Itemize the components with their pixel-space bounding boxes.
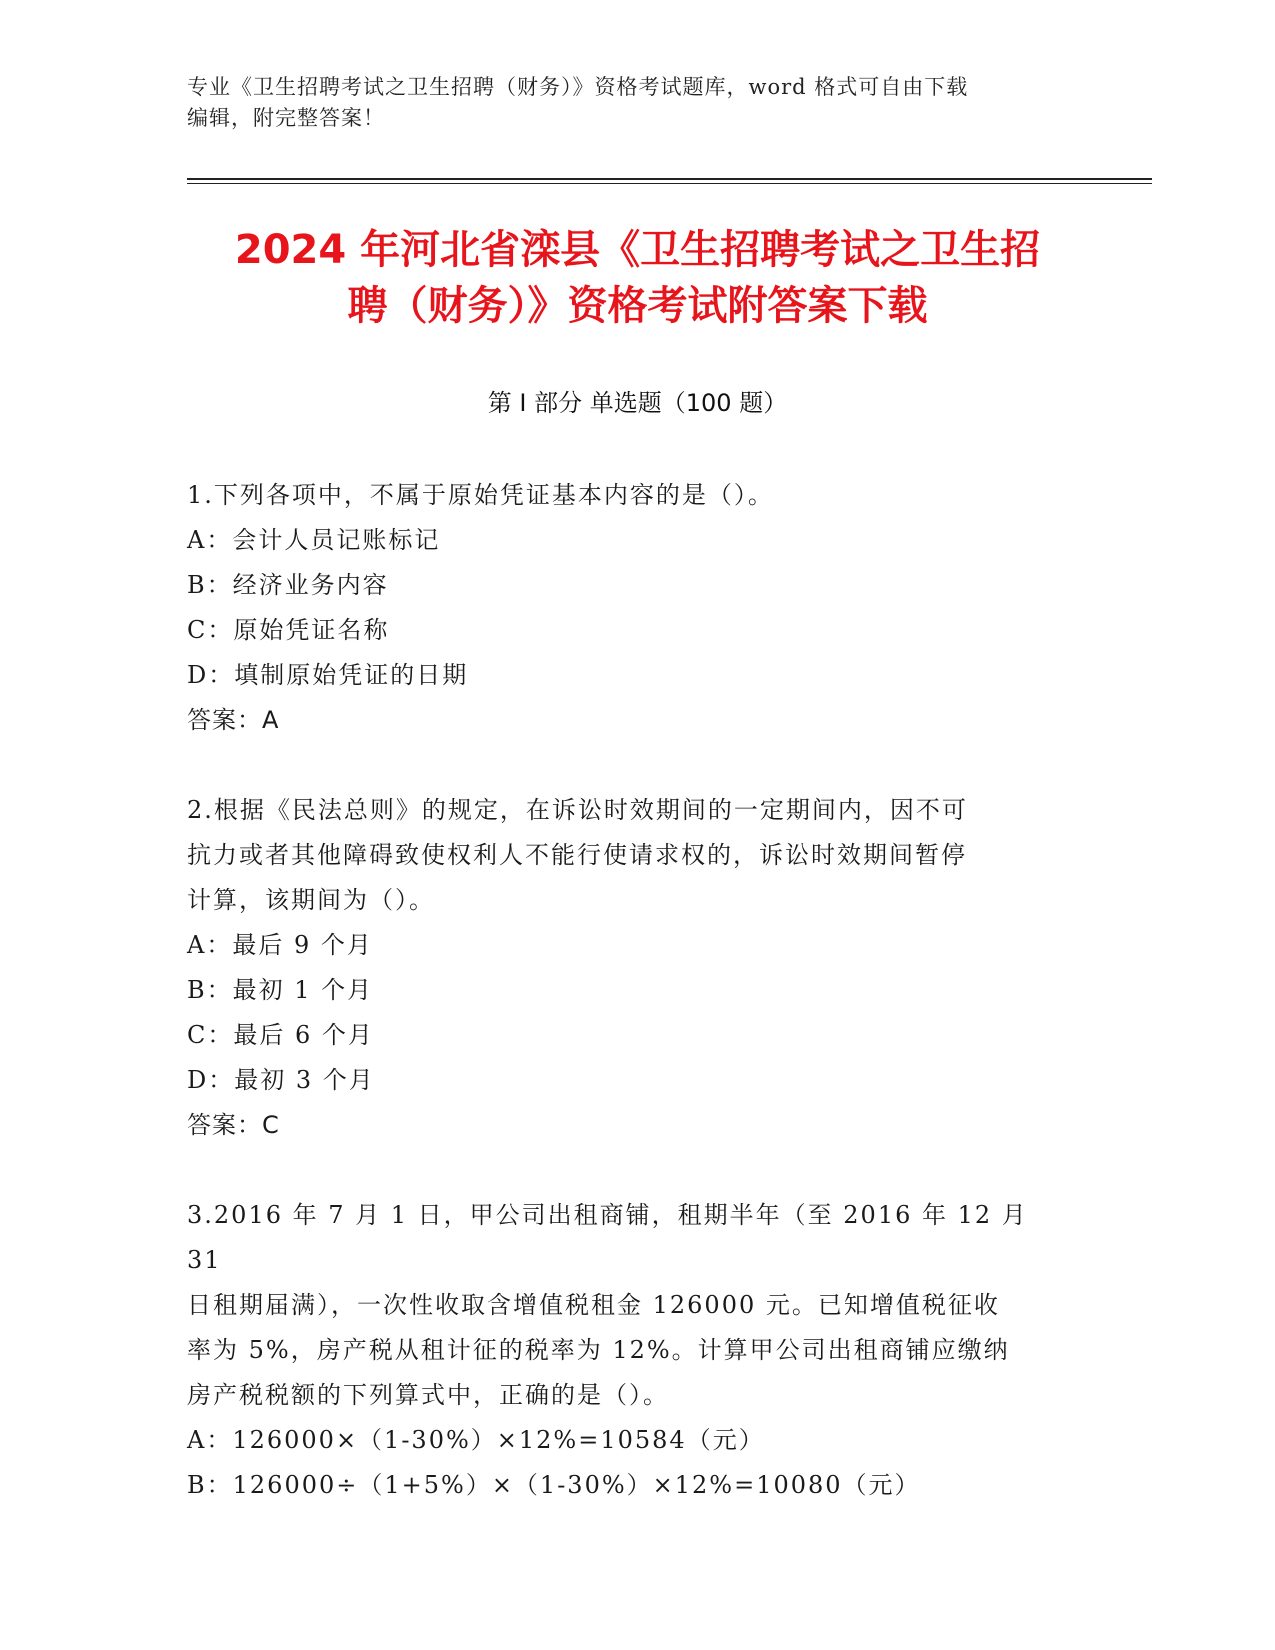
option-b: B：126000÷（1+5%）×（1-30%）×12%=10080（元） [187, 1471, 921, 1499]
option-d: D：最初 3 个月 [187, 1066, 375, 1094]
question-stem-line-3: 计算，该期间为（）。 [187, 886, 435, 914]
document-header-note [187, 72, 1087, 134]
option-a: A：最后 9 个月 [187, 931, 373, 959]
header-line-1: 专业《卫生招聘考试之卫生招聘（财务）》资格考试题库，word 格式可自由下载 [187, 75, 969, 99]
question-stem-line-3: 率为 5%，房产税从租计征的税率为 12%。计算甲公司出租商铺应缴纳 [187, 1336, 1010, 1364]
title-line-1: 2024 年河北省滦县《卫生招聘考试之卫生招 [234, 227, 1041, 273]
question-stem-line-2: 抗力或者其他障碍致使权利人不能行使请求权的，诉讼时效期间暂停 [187, 841, 967, 869]
title-line-2: 聘（财务）》资格考试附答案下载 [347, 283, 928, 329]
header-line-2: 编辑，附完整答案！ [187, 106, 385, 130]
question-stem-line-1: 3.2016 年 7 月 1 日，甲公司出租商铺，租期半年（至 2016 年 12 月 31 [187, 1201, 1028, 1274]
option-d: D：填制原始凭证的日期 [187, 661, 469, 689]
answer-label: 答案：A [187, 706, 280, 734]
option-c: C：原始凭证名称 [187, 616, 390, 644]
question-3 [187, 1193, 1067, 1508]
option-a: A：126000×（1-30%）×12%=10584（元） [187, 1426, 765, 1454]
question-stem-line-2: 日租期届满），一次性收取含增值税租金 126000 元。已知增值税征收 [187, 1291, 1000, 1319]
section-heading: 第 I 部分 单选题（100 题） [487, 389, 788, 417]
option-b: B：最初 1 个月 [187, 976, 374, 1004]
option-c: C：最后 6 个月 [187, 1021, 374, 1049]
question-stem: 1.下列各项中，不属于原始凭证基本内容的是（）。 [187, 481, 774, 509]
option-b: B：经济业务内容 [187, 571, 389, 599]
document-title [160, 222, 1115, 334]
question-2 [187, 788, 1067, 1148]
question-stem-line-4: 房产税税额的下列算式中，正确的是（）。 [187, 1381, 669, 1409]
option-a: A：会计人员记账标记 [187, 526, 441, 554]
question-stem-line-1: 2.根据《民法总则》的规定，在诉讼时效期间的一定期间内，因不可 [187, 796, 968, 824]
header-divider-thin [187, 183, 1152, 184]
question-1 [187, 473, 1067, 743]
header-divider-thick [187, 178, 1152, 180]
answer-label: 答案：C [187, 1111, 280, 1139]
